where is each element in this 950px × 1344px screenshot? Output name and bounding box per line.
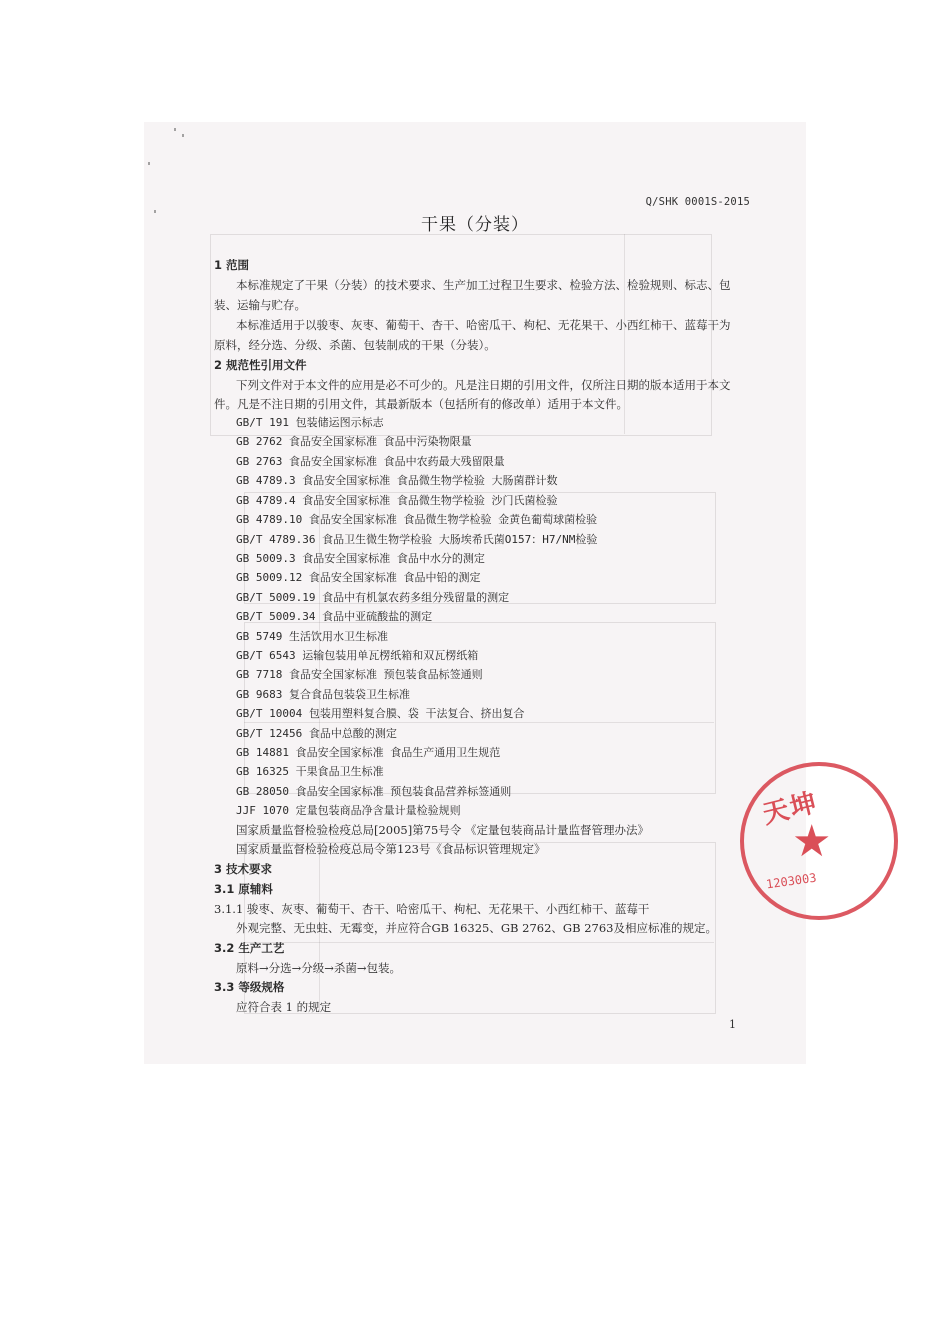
section-3-1-heading: 3.1 原辅料 [214, 882, 273, 896]
paragraph: 原料→分选→分级→杀菌→包装。 [236, 961, 402, 975]
reference-item: GB 28050 食品安全国家标准 预包装食品营养标签通则 [236, 785, 512, 798]
bleed-table-mid [244, 492, 716, 604]
document-title: 干果（分装） [421, 215, 529, 235]
section-3-2-heading: 3.2 生产工艺 [214, 941, 285, 955]
paragraph: 本标准规定了干果（分装）的技术要求、生产加工过程卫生要求、检验方法、检验规则、标志、包 [236, 278, 731, 292]
page-number: 1 [729, 1018, 736, 1031]
paragraph: 装、运输与贮存。 [214, 298, 306, 312]
reference-item: JJF 1070 定量包装商品净含量计量检验规则 [236, 804, 461, 817]
reference-item: GB 16325 干果食品卫生标准 [236, 765, 384, 778]
star-icon: ★ [792, 816, 832, 867]
reference-item: GB 5749 生活饮用水卫生标准 [236, 630, 388, 643]
paragraph: 外观完整、无虫蛀、无霉变，并应符合GB 16325、GB 2762、GB 2763及相应标准的规定。 [236, 921, 717, 935]
company-seal [740, 762, 898, 920]
reference-item: GB 4789.3 食品安全国家标准 食品微生物学检验 大肠菌群计数 [236, 474, 558, 487]
bleed-line [244, 722, 714, 723]
reference-item: GB 14881 食品安全国家标准 食品生产通用卫生规范 [236, 746, 501, 759]
paragraph: 3.1.1 骏枣、灰枣、葡萄干、杏干、哈密瓜干、枸杞、无花果干、小西红柿干、蓝莓干 [214, 902, 650, 916]
document-number: Q/SHK 0001S-2015 [645, 196, 750, 208]
reference-item: GB/T 6543 运输包装用单瓦楞纸箱和双瓦楞纸箱 [236, 649, 479, 662]
reference-item: GB 4789.10 食品安全国家标准 食品微生物学检验 金黄色葡萄球菌检验 [236, 513, 598, 526]
reference-item: GB/T 5009.34 食品中亚硫酸盐的测定 [236, 610, 433, 623]
reference-item: GB 4789.4 食品安全国家标准 食品微生物学检验 沙门氏菌检验 [236, 494, 558, 507]
reference-item: GB/T 4789.36 食品卫生微生物学检验 大肠埃希氏菌O157：H7/NM检验 [236, 533, 598, 546]
reference-item: GB 5009.12 食品安全国家标准 食品中铅的测定 [236, 571, 481, 584]
seal-code: 1203003 [765, 870, 818, 892]
reference-item: GB 2763 食品安全国家标准 食品中农药最大残留限量 [236, 455, 505, 468]
scan-speck [182, 134, 184, 137]
reference-item: 国家质量监督检验检疫总局[2005]第75号令 《定量包装商品计量监督管理办法》 [236, 823, 650, 837]
reference-item: GB 9683 复合食品包装袋卫生标准 [236, 688, 410, 701]
reference-item: 国家质量监督检验检疫总局令第123号《食品标识管理规定》 [236, 842, 546, 856]
seal-text: 天坤 [759, 787, 822, 831]
reference-item: GB/T 5009.19 食品中有机氯农药多组分残留量的测定 [236, 591, 510, 604]
section-2-heading: 2 规范性引用文件 [214, 358, 307, 372]
paragraph: 下列文件对于本文件的应用是必不可少的。凡是注日期的引用文件，仅所注日期的版本适用于本文 [236, 378, 731, 392]
paragraph: 本标准适用于以骏枣、灰枣、葡萄干、杏干、哈密瓜干、枸杞、无花果干、小西红柿干、蓝莓干为 [236, 318, 731, 332]
reference-item: GB/T 191 包装储运图示标志 [236, 416, 384, 429]
reference-item: GB/T 12456 食品中总酸的测定 [236, 727, 397, 740]
reference-item: GB/T 10004 包装用塑料复合膜、袋 干法复合、挤出复合 [236, 707, 525, 720]
section-3-3-heading: 3.3 等级规格 [214, 980, 285, 994]
reference-item: GB 5009.3 食品安全国家标准 食品中水分的测定 [236, 552, 485, 565]
reference-item: GB 2762 食品安全国家标准 食品中污染物限量 [236, 435, 472, 448]
section-1-heading: 1 范围 [214, 258, 250, 272]
section-3-heading: 3 技术要求 [214, 862, 273, 876]
scanned-page [144, 122, 832, 1064]
paragraph: 件。凡是不注日期的引用文件，其最新版本（包括所有的修改单）适用于本文件。 [214, 397, 628, 411]
paragraph: 原料，经分选、分级、杀菌、包装制成的干果（分装）。 [214, 338, 496, 352]
bleed-line [244, 942, 714, 943]
paragraph: 应符合表 1 的规定 [236, 1000, 332, 1014]
scan-speck [174, 128, 176, 131]
reference-item: GB 7718 食品安全国家标准 预包装食品标签通则 [236, 668, 483, 681]
scan-speck [148, 162, 150, 165]
